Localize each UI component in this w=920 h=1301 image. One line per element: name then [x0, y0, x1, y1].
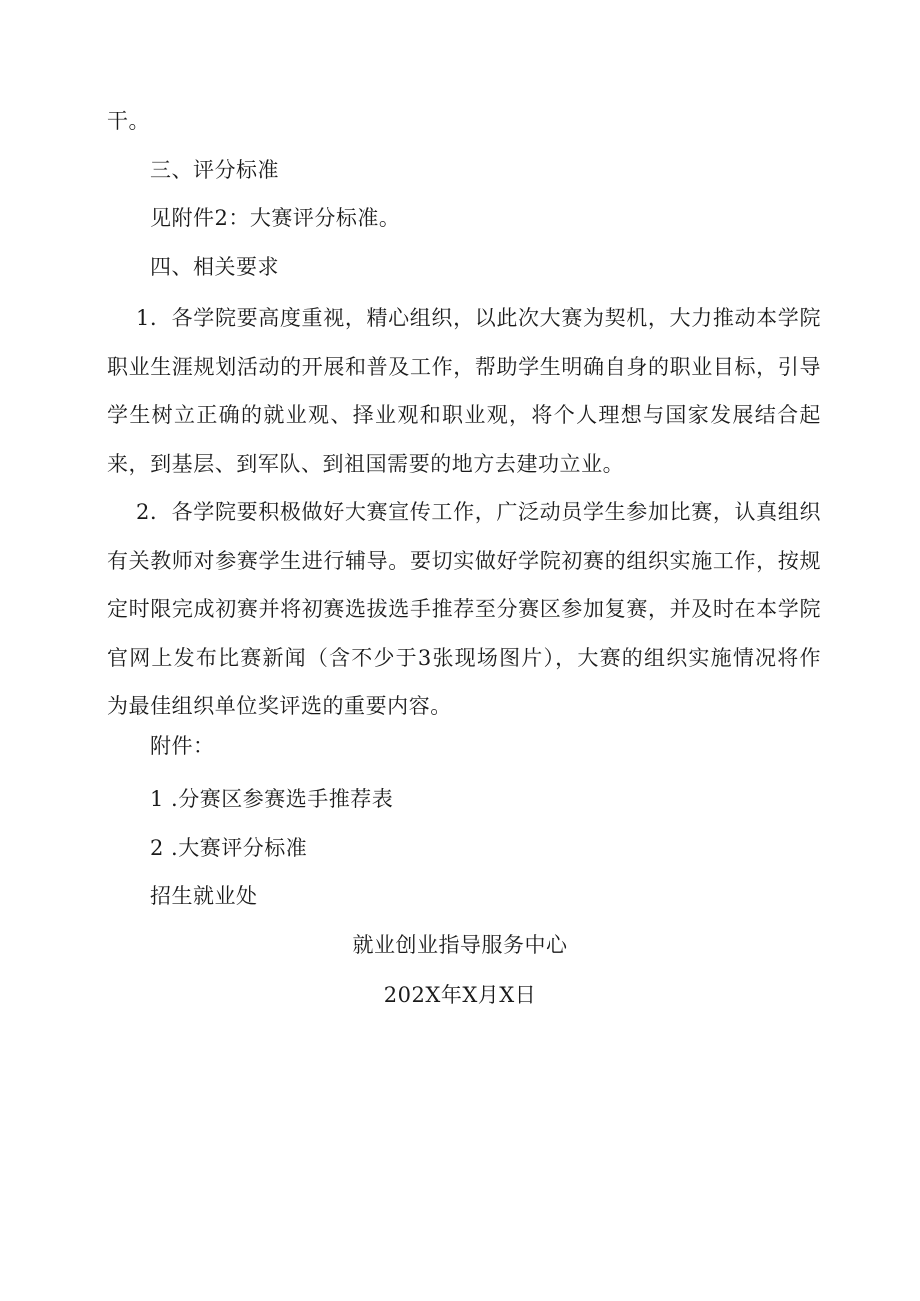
attachment-item-2: 2 .大赛评分标准	[150, 836, 308, 860]
attachments-label: 附件：	[150, 734, 215, 758]
issuer-department: 招生就业处	[150, 884, 258, 908]
attachment-item-1: 1 .分赛区参赛选手推荐表	[150, 787, 394, 811]
section-heading-requirements: 四、相关要求	[150, 255, 279, 279]
requirement-paragraph-1: 1．各学院要高度重视，精心组织，以此次大赛为契机，大力推动本学院职业生涯规划活动的开展和普及工作，帮助学生明确自身的职业目标，引导学生树立正确的就业观、择业观和职业观，将个人理想与国家发展结合起来，到基层、到军队、到祖国需要的地方去建功立业。	[107, 306, 821, 476]
section-heading-scoring: 三、评分标准	[150, 158, 279, 182]
requirement-paragraph-2: 2．各学院要积极做好大赛宣传工作，广泛动员学生参加比赛，认真组织有关教师对参赛学生进行辅导。要切实做好学院初赛的组织实施工作，按规定时限完成初赛并将初赛选拔选手推荐至分赛区参加复赛，并及时在本学院官网上发布比赛新闻（含不少于3张现场图片），大赛的组织实施情况将作为最佳组织单位奖评选的重要内容。	[107, 500, 821, 719]
continuation-text: 干。	[107, 109, 150, 133]
issuer-center: 就业创业指导服务中心	[352, 933, 568, 957]
document-date: 202X年X月X日	[383, 983, 537, 1007]
scoring-reference-text: 见附件2：大赛评分标准。	[150, 206, 401, 230]
